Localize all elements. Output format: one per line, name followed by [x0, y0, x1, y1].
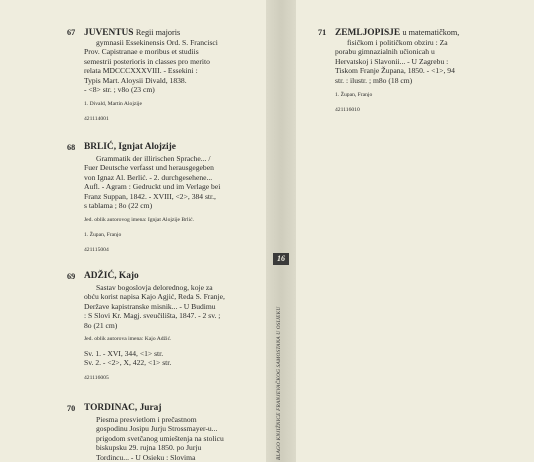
entry-note: Jed. oblik autorovog imena: Ignjat Alojzije Brlić.: [84, 217, 194, 224]
entry-heading: ADŽIĆ, Kajo: [84, 271, 139, 281]
entry-description: Grammatik der illirischen Sprache... / Fuer Deutsche verfasst und herausgegeben von Ignaz Al. Berlić. - 2. durchgesehene... Aufl. - Agram : Gedruckt und im Verlage bei Franz Suppan, 1842. - XVIII, <2>, 384 str., s tablama ; 8o (22 cm) Jed. oblik autorovog imena: Ignjat Alojzije Brlić. 1. Župan, Franjo 421115004: [84, 154, 221, 254]
entry-heading: BRLIĆ, Ignjat Alojzije: [84, 142, 176, 152]
running-title: BLAGO KNJIŽNICE FRANJEVAČKOG SAMOSTANA U OSIJEKU: [276, 306, 282, 460]
entry-heading: JUVENTUS Regii majoris: [84, 28, 181, 38]
entry-description: Sastav bogoslovja delorednog, koje za obću korist napisa Kajo Agjić, Reda S. Franje, Deržave kapistranske misnik... - U Budimu : S Slovi Kr. Magj. sveučilišta, 1847. - 2 sv. ; 8o (21 cm) Jed. oblik autorova imena: Kajo Adžić. Sv. 1. - XVI, 344, <1> str. Sv. 2. - <2>, X, 422, <1> str. 421116005: [84, 283, 225, 381]
entry-id: 421115004: [84, 247, 109, 254]
volume-line: Sv. 1. - XVI, 344, <1> str.: [84, 349, 164, 359]
entry-note: 1. Divald, Martin Alojzije: [84, 101, 142, 108]
entry-description: gymnasii Essekinensis Ord. S. Francisci Prov. Capistranae e moribus et studiis semestrii posterioris in classes pro merito relata MDCCCXXXVIII. - Essekini : Typis Mart. Aloysii Divald, 1838. - <8> str. ; v8o (23 cm) 1. Divald, Martin Alojzije 421114001: [84, 38, 218, 123]
entry-note: 1. Župan, Franjo: [335, 92, 373, 99]
entry-description: fisičkom i političkom obziru : Za porabu gimnazialnih učionicah u Hervatskoj i Slavonii... - U Zagrebu : Tiskom Franje Župana, 1850. - <1>, 94 str. : ilustr. ; m8o (18 cm) 1. Župan, Franjo 421116010: [335, 38, 455, 114]
entry-number: 69: [67, 272, 76, 281]
entry-note: 1. Župan, Franjo: [84, 232, 122, 239]
page-number: 16: [273, 253, 289, 265]
entry-description: Piesma presvietlom i prečastnom gospodinu Josipu Jurju Strossmayer-u... prigodom svetčanog umieštenja na stolicu biskupsku 29. rujna 1850. po Jurju Tordincu... - U Osieku : Slovima: [96, 415, 224, 462]
book-spine: [266, 0, 296, 462]
volume-line: Sv. 2. - <2>, X, 422, <1> str.: [84, 358, 172, 368]
entry-id: 421114001: [84, 116, 109, 123]
entry-number: 68: [67, 143, 76, 152]
entry-number: 67: [67, 28, 76, 37]
entry-number: 71: [318, 28, 327, 37]
entry-id: 421116005: [84, 374, 109, 381]
entry-heading: ZEMLJOPISJE u matematičkom,: [335, 28, 460, 38]
entry-heading: TORDINAC, Juraj: [84, 403, 162, 413]
entry-id: 421116010: [335, 107, 360, 114]
entry-number: 70: [67, 404, 76, 413]
entry-note: Jed. oblik autorova imena: Kajo Adžić.: [84, 336, 172, 343]
